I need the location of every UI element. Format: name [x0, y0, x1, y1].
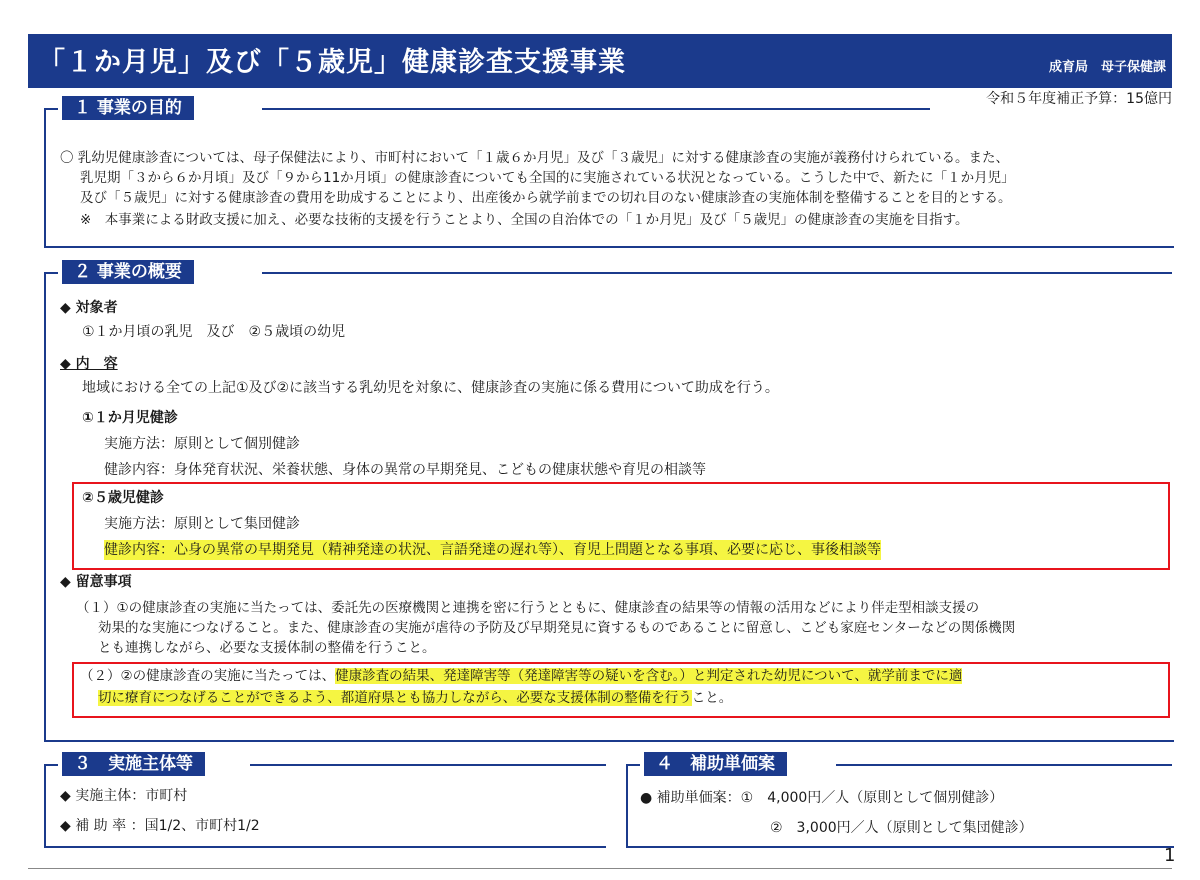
section1-line1: 〇 乳幼児健康診査については、母子保健法により、市町村において「１歳６か月児」及び「３歳児」に対する健康診査の実施が義務付けられている。また、	[60, 150, 1010, 166]
section1-line2: 乳児期「３から６か月頃」及び「９から11か月頃」の健康診査についても全国的に実施されている状況となっている。こうした中で、新たに「１か月児」	[80, 170, 1015, 186]
item1-heading: ①１か月児健診	[82, 410, 178, 426]
section2-top-rule-right	[262, 272, 1172, 274]
item2-heading: ②５歳児健診	[82, 490, 164, 506]
section1-top-rule	[44, 108, 58, 110]
budget-label: 令和５年度補正予算：15億円	[986, 91, 1172, 107]
section3-line1: ◆ 実施主体：市町村	[60, 788, 188, 804]
note2-highlight-b: 切に療育につなげることができるよう、都道府県とも協力しながら、必要な支援体制の整備を行う	[98, 690, 692, 706]
section3-top-rule-right	[250, 764, 606, 766]
footer-rule	[28, 868, 1172, 869]
department-label: 成育局 母子保健課	[1048, 60, 1166, 75]
section2-heading: ２ 事業の概要	[62, 260, 194, 284]
item2-content: 健診内容：心身の異常の早期発見（精神発達の状況、言語発達の遅れ等）、育児上問題となる事項、必要に応じ、事後相談等	[104, 542, 881, 558]
note2-line1	[80, 666, 962, 686]
section4-top-rule	[626, 764, 640, 766]
section4-line1: ● 補助単価案：① 4,000円／人（原則として個別健診）	[640, 790, 1004, 806]
section3-heading: ３ 実施主体等	[62, 752, 205, 776]
section2-top-rule	[44, 272, 58, 274]
note2-line2	[98, 688, 732, 708]
section4-line2: ② 3,000円／人（原則として集団健診）	[770, 820, 1033, 836]
item1-content: 健診内容：身体発育状況、栄養状態、身体の異常の早期発見、こどもの健康状態や育児の相談等	[104, 462, 706, 478]
section1-line4: ※ 本事業による財政支援に加え、必要な技術的支援を行うことより、全国の自治体での「１か月児」及び「５歳児」の健康診査の実施を目指す。	[80, 212, 969, 228]
content-text: 地域における全ての上記①及び②に該当する乳幼児を対象に、健康診査の実施に係る費用について助成を行う。	[82, 380, 779, 396]
page-title: 「１か月児」及び「５歳児」健康診査支援事業	[38, 47, 626, 78]
note2-prefix: （２）②の健康診査の実施に当たっては、	[80, 668, 336, 684]
target-text: ①１か月頃の乳児 及び ②５歳頃の幼児	[82, 324, 346, 340]
notes-heading: ◆ 留意事項	[60, 574, 132, 590]
section3-line2: ◆ 補 助 率 ：国1/2、市町村1/2	[60, 818, 260, 834]
note1-line3: とも連携しながら、必要な支援体制の整備を行うこと。	[98, 640, 436, 656]
page-number: 1	[1164, 845, 1176, 866]
item1-method: 実施方法：原則として個別健診	[104, 436, 300, 452]
content-heading: ◆ 内 容	[60, 356, 118, 372]
section1-heading: １ 事業の目的	[62, 96, 194, 120]
section1-top-rule-right	[262, 108, 930, 110]
item2-method: 実施方法：原則として集団健診	[104, 516, 300, 532]
section4-top-rule-right	[836, 764, 1172, 766]
note2-highlight-a: 健康診査の結果、発達障害等（発達障害等の疑いを含む。）と判定された幼児について、就学前までに適	[335, 668, 963, 684]
target-heading: ◆ 対象者	[60, 300, 118, 316]
note2-suffix: こと。	[691, 690, 733, 706]
note1-line2: 効果的な実施につなげること。また、健康診査の実施が虐待の予防及び早期発見に資するものであることに留意し、こども家庭センターなどの関係機関	[98, 620, 1016, 636]
section4-heading: ４ 補助単価案	[644, 752, 787, 776]
title-bar	[28, 34, 1172, 88]
section1-line3: 及び「５歳児」に対する健康診査の費用を助成することにより、出産後から就学前までの切れ目のない健康診査の実施体制を整備することを目的とする。	[80, 190, 1012, 206]
note1-line1: （１）①の健康診査の実施に当たっては、委託先の医療機関と連携を密に行うとともに、健康診査の結果等の情報の活用などにより伴走型相談支援の	[76, 600, 980, 616]
section3-top-rule	[44, 764, 58, 766]
